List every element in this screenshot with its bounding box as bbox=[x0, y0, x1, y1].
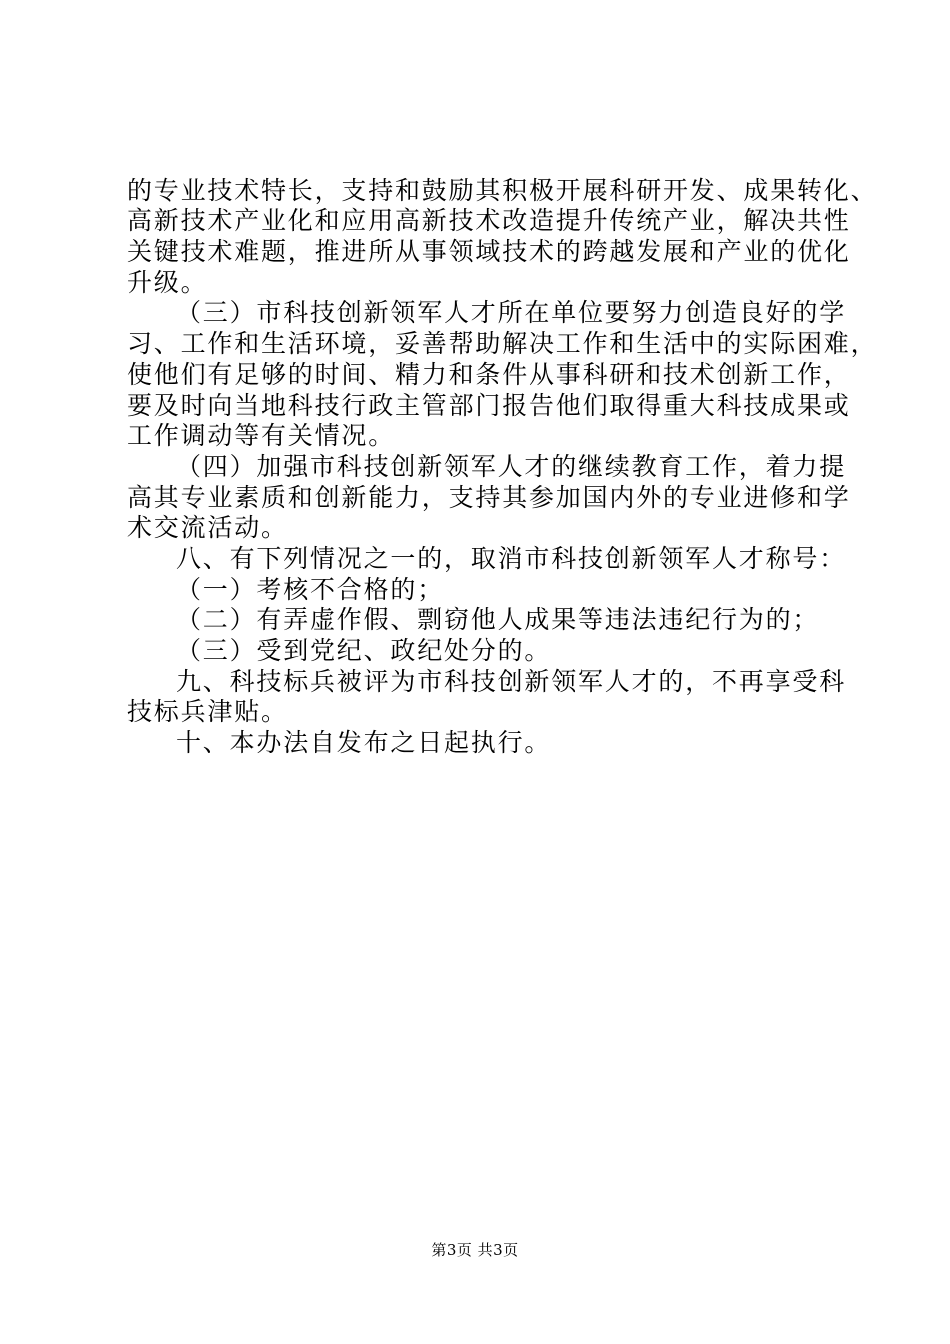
text-line: 使他们有足够的时间、精力和条件从事科研和技术创新工作， bbox=[127, 360, 851, 389]
text-line: 工作调动等有关情况。 bbox=[127, 421, 396, 450]
text-line: 八、有下列情况之一的，取消市科技创新领军人才称号： bbox=[176, 544, 847, 573]
text-line: 高新技术产业化和应用高新技术改造提升传统产业，解决共性 bbox=[127, 206, 851, 235]
text-line: （三）受到党纪、政纪处分的。 bbox=[176, 636, 552, 665]
text-line: （二）有弄虚作假、剽窃他人成果等违法违纪行为的； bbox=[176, 605, 820, 634]
text-line: 高其专业素质和创新能力，支持其参加国内外的专业进修和学 bbox=[127, 483, 851, 512]
text-line: 关键技术难题，推进所从事领域技术的跨越发展和产业的优化 bbox=[127, 237, 851, 266]
text-line: 十、本办法自发布之日起执行。 bbox=[176, 728, 552, 757]
text-line: 升级。 bbox=[127, 268, 208, 297]
text-line: （一）考核不合格的； bbox=[176, 575, 445, 604]
text-line: 习、工作和生活环境，妥善帮助解决工作和生活中的实际困难， bbox=[127, 329, 878, 358]
page-number-footer: 第3页 共3页 bbox=[431, 1241, 519, 1259]
text-line: 技标兵津贴。 bbox=[127, 697, 288, 726]
text-line: 的专业技术特长，支持和鼓励其积极开展科研开发、成果转化、 bbox=[127, 176, 878, 205]
text-line: （四）加强市科技创新领军人才的继续教育工作，着力提 bbox=[176, 452, 847, 481]
text-line: 要及时向当地科技行政主管部门报告他们取得重大科技成果或 bbox=[127, 391, 851, 420]
text-line: 术交流活动。 bbox=[127, 513, 288, 542]
text-line: （三）市科技创新领军人才所在单位要努力创造良好的学 bbox=[176, 298, 847, 327]
text-line: 九、科技标兵被评为市科技创新领军人才的，不再享受科 bbox=[176, 667, 847, 696]
